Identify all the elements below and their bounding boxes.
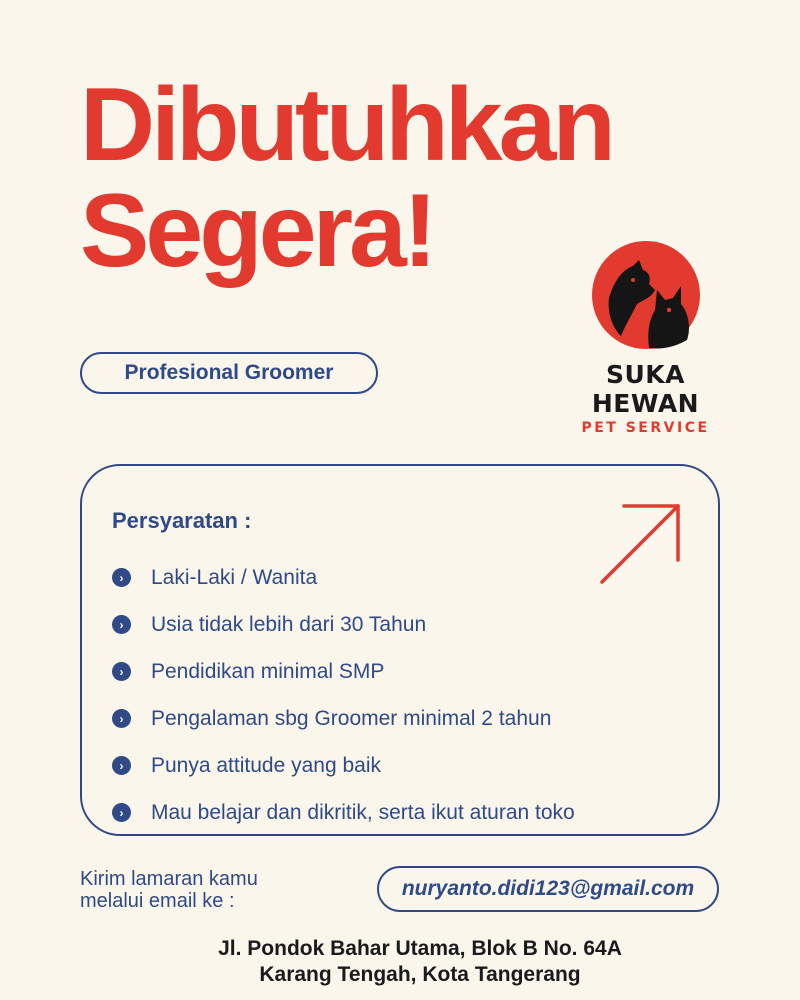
list-item (112, 789, 575, 836)
position-badge: Profesional Groomer (80, 352, 378, 394)
chevron-right-icon: › (112, 662, 131, 681)
chevron-right-icon: › (112, 615, 131, 634)
requirement-text: Laki-Laki / Wanita (151, 565, 318, 589)
chevron-right-icon: › (112, 756, 131, 775)
requirement-text: Pengalaman sbg Groomer minimal 2 tahun (151, 706, 552, 730)
address (0, 936, 800, 988)
arrow-up-right-icon (594, 500, 684, 590)
address-line-1: Jl. Pondok Bahar Utama, Blok B No. 64A (218, 937, 622, 960)
brand-logo (548, 240, 743, 436)
chevron-right-icon: › (112, 568, 131, 587)
brand-name: SUKA HEWAN (591, 360, 700, 418)
send-line-1: Kirim lamaran kamu (80, 868, 258, 890)
chevron-right-icon: › (112, 709, 131, 728)
requirements-card (80, 464, 720, 836)
list-item (112, 601, 575, 648)
requirement-text: Punya attitude yang baik (151, 753, 381, 777)
list-item (112, 742, 575, 789)
email-address[interactable]: nuryanto.didi123@gmail.com (377, 866, 719, 912)
headline-line-1: Dibutuhkan (80, 67, 612, 183)
send-instructions (80, 868, 258, 912)
chevron-right-icon: › (112, 803, 131, 822)
send-line-2: melalui email ke : (80, 890, 235, 912)
requirement-text: Usia tidak lebih dari 30 Tahun (151, 612, 427, 636)
requirement-text: Mau belajar dan dikritik, serta ikut aturan toko (151, 800, 575, 824)
requirements-title: Persyaratan : (112, 508, 252, 533)
requirement-text: Pendidikan minimal SMP (151, 659, 385, 683)
address-line-2: Karang Tengah, Kota Tangerang (259, 963, 581, 986)
requirements-list (112, 554, 575, 836)
brand-subtitle: PET SERVICE (581, 420, 710, 436)
headline (80, 67, 612, 289)
list-item (112, 648, 575, 695)
headline-line-2: Segera! (80, 173, 434, 289)
cat-dog-silhouette-icon (591, 240, 701, 350)
list-item (112, 554, 575, 601)
list-item (112, 695, 575, 742)
